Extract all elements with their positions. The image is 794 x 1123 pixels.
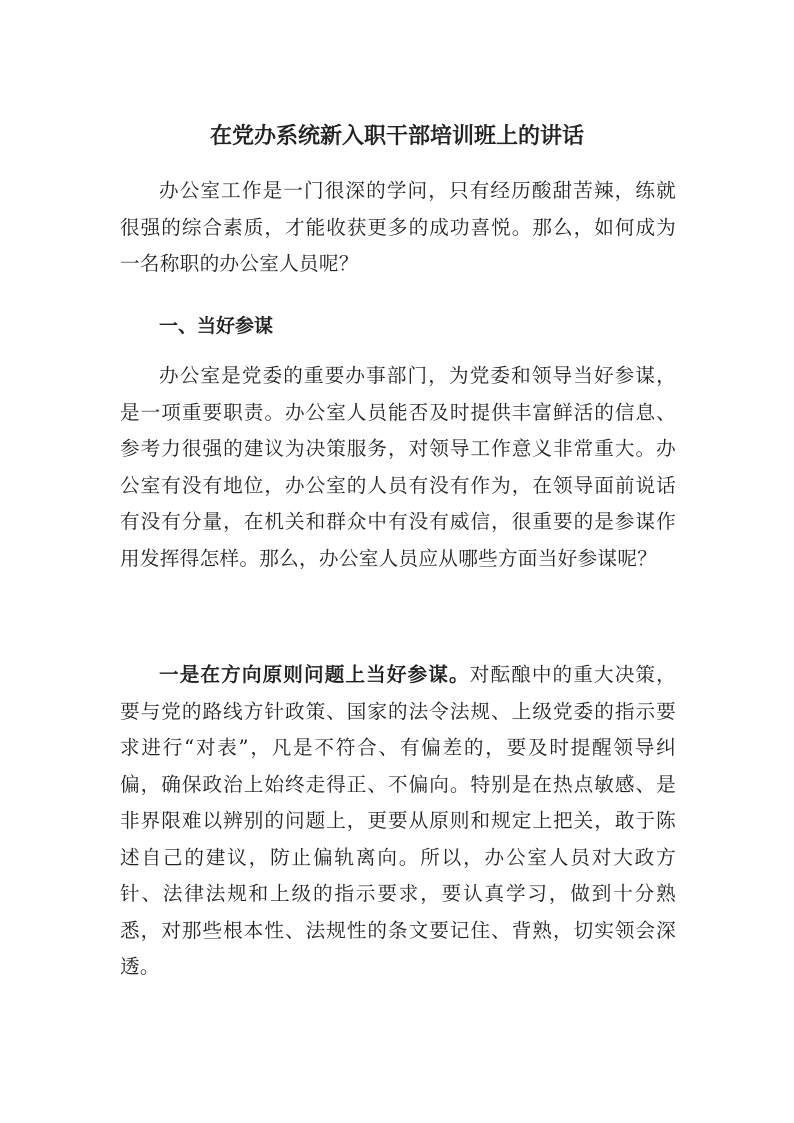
intro-paragraph: 办公室工作是一门很深的学问，只有经历酸甜苦辣，练就很强的综合素质，才能收获更多的成功喜悦。那么，如何成为一名称职的办公室人员呢？ bbox=[120, 179, 676, 275]
point1-body: 对酝酿中的重大决策，要与党的路线方针政策、国家的法令法规、上级党委的指示要求进行“对表”，凡是不符合、有偏差的，要及时提醒领导纠偏，确保政治上始终走得正、不偏向。特别是在热点敏感、是非界限难以辨别的问题上，更要从原则和规定上把关，敢于陈述自己的建议，防止偏轨离向。所以，办公室人员对大政方针、法律法规和上级的指示要求，要认真学习，做到十分熟悉，对那些根本性、法规性的条文要记住、背熟，切实领会深透。 bbox=[120, 663, 677, 978]
document-title: 在党办系统新入职干部培训班上的讲话 bbox=[209, 124, 584, 149]
point1-lead: 一是在方向原则问题上当好参谋。 bbox=[159, 663, 470, 686]
point1-paragraph bbox=[120, 657, 676, 986]
section1-paragraph: 办公室是党委的重要办事部门，为党委和领导当好参谋，是一项重要职责。办公室人员能否及时提供丰富鲜活的信息、参考力很强的建议为决策服务，对领导工作意义非常重大。办公室有没有地位，办公室的人员有没有作为，在领导面前说话有没有分量，在机关和群众中有没有威信，很重要的是参谋作用发挥得怎样。那么，办公室人员应从哪些方面当好参谋呢？ bbox=[120, 364, 676, 570]
section-heading-1: 一、当好参谋 bbox=[159, 315, 274, 337]
